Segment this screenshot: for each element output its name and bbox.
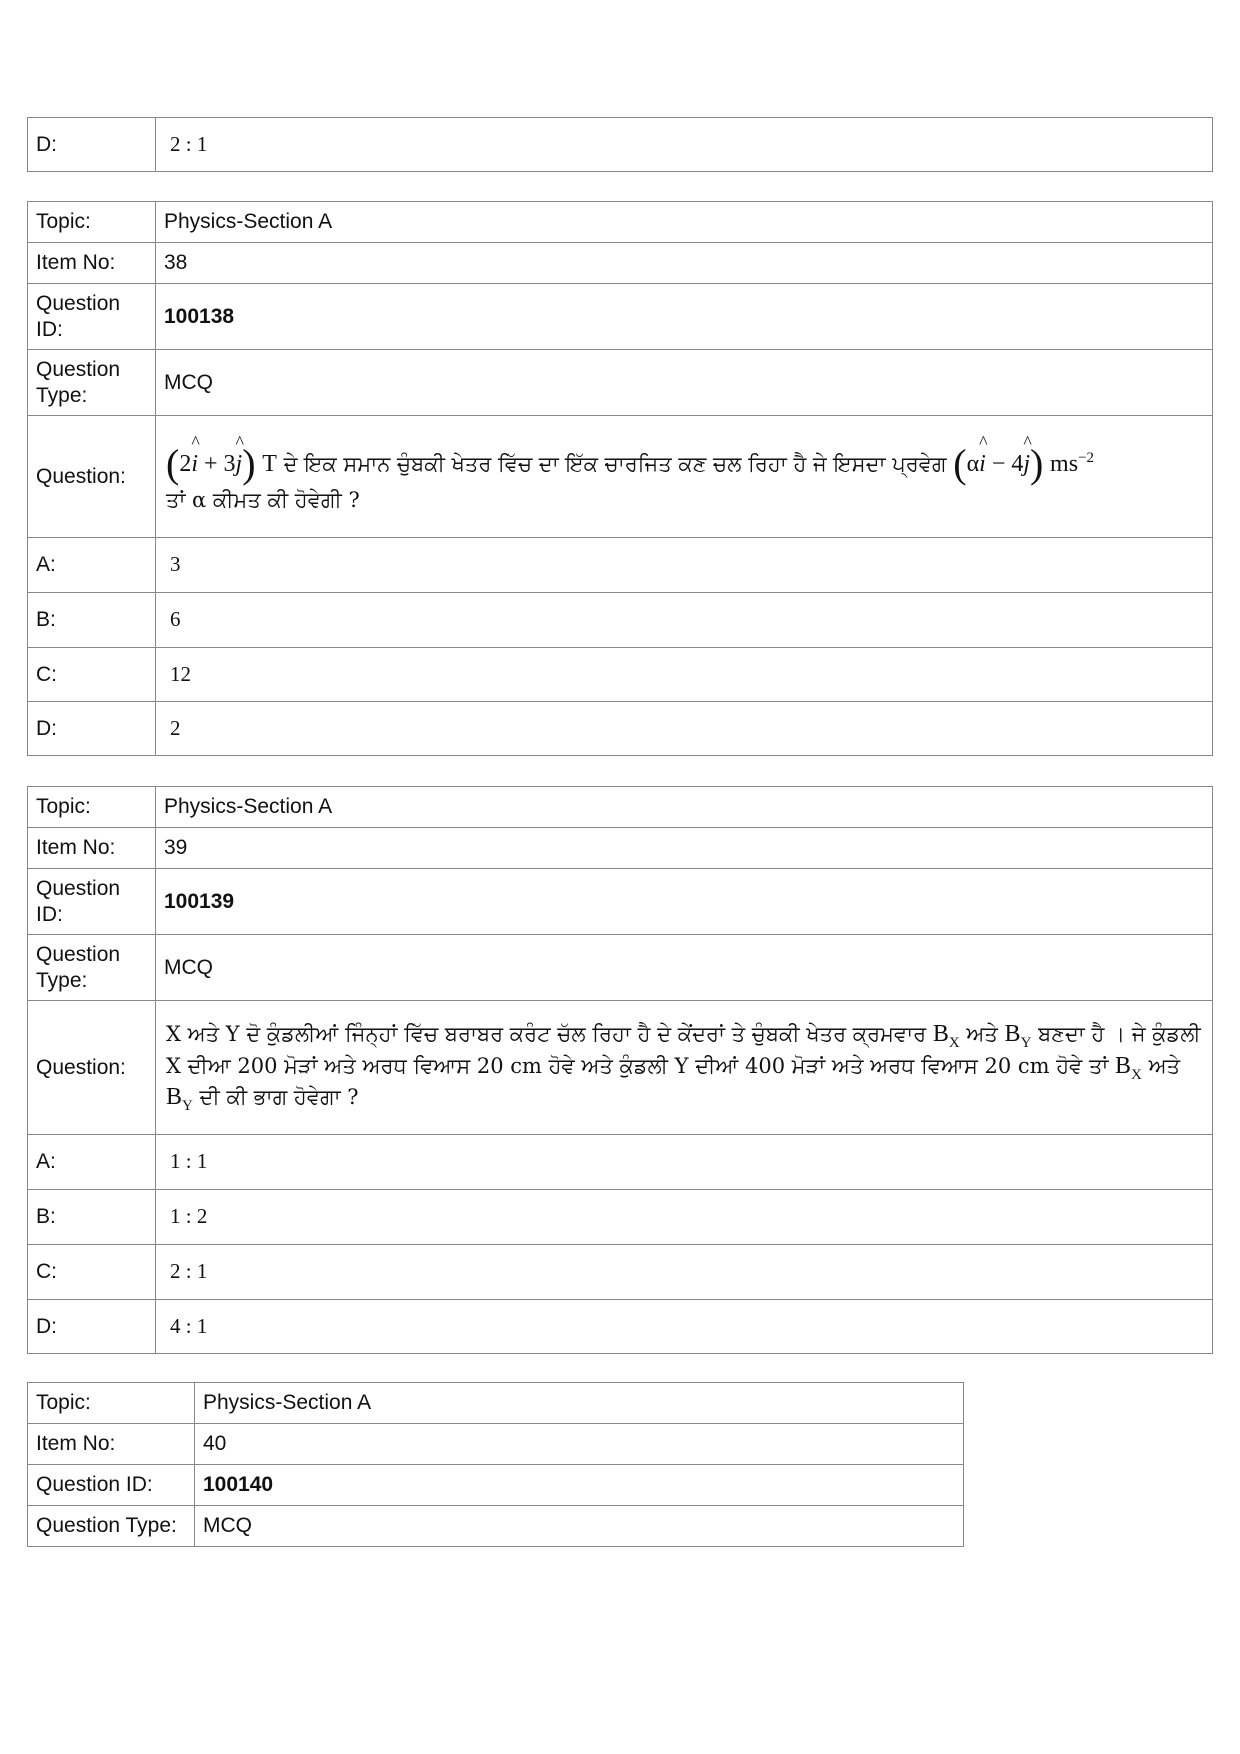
item-no-value: 39: [156, 828, 1213, 869]
bx-symbol: $B_X$: [932, 1020, 960, 1051]
option-a-label: A:: [28, 538, 156, 593]
option-c-label: C:: [28, 1245, 156, 1300]
question-text-part2: ਤਾਂ α ਕੀਮਤ ਕੀ ਹੋਵੇਗੀ ?: [166, 487, 360, 512]
question-text: X ਅਤੇ Y ਦੋ ਕੁੰਡਲੀਆਂ ਜਿੰਨ੍ਹਾਂ ਵਿੱਚ ਬਰਾਬਰ ਕਰੰਟ ਚੱਲ ਰਿਹਾ ਹੈ ਦੇ ਕੇਂਦਰਾਂ ਤੇ ਚੁੰਬਕੀ ਖੇਤਰ ਕ੍ਰਮਵਾਰ $B_X$ ਅਤੇ $B_Y$ ਬਣਦਾ ਹੈ । ਜੇ ਕੁੰਡਲੀ X ਦੀਆ 200 ਮੋੜਾਂ ਅਤੇ ਅਰਧ ਵਿਆਸ 20 cm ਹੋਵੇ ਅਤੇ ਕੁੰਡਲੀ Y ਦੀਆਂ 400 ਮੋੜਾਂ ਅਤੇ ਅਰਧ ਵਿਆਸ 20 cm ਹੋਵੇ ਤਾਂ $B_X$ ਅਤੇ $B_Y$ ਦੀ ਕੀ ਭਾਗ ਹੋਵੇਗਾ ?: [156, 1001, 1213, 1135]
question-text-part1: ਦੇ ਇਕ ਸਮਾਨ ਚੁੰਬਕੀ ਖੇਤਰ ਵਿੱਚ ਦਾ ਇੱਕ ਚਾਰਜਿਤ ਕਣ ਚਲ ਰਿਹਾ ਹੈ ਜੇ ਇਸਦਾ ਪ੍ਰਵੇਗ: [283, 451, 947, 476]
option-b-value: 1 : 2: [156, 1190, 1213, 1245]
by-symbol: $B_Y$: [166, 1084, 193, 1115]
topic-label: Topic:: [28, 202, 156, 243]
option-a-value: 1 : 1: [156, 1135, 1213, 1190]
item-no-label: Item No:: [28, 1424, 195, 1465]
velocity-vector: (2^ i + 3^ j): [166, 451, 256, 477]
question-id-label: Question ID:: [28, 1465, 195, 1506]
question-type-value: MCQ: [156, 350, 1213, 416]
item-no-label: Item No:: [28, 828, 156, 869]
question-id-label: Question ID:: [28, 869, 156, 935]
option-c-label: C:: [28, 648, 156, 702]
topic-value: Physics-Section A: [156, 787, 1213, 828]
topic-label: Topic:: [28, 1383, 195, 1424]
option-b-label: B:: [28, 593, 156, 648]
question-id-label: Question ID:: [28, 284, 156, 350]
option-c-value: 12: [156, 648, 1213, 702]
question-label: Question:: [28, 1001, 156, 1135]
option-b-label: B:: [28, 1190, 156, 1245]
question-type-label: Question Type:: [28, 935, 156, 1001]
item-no-label: Item No:: [28, 243, 156, 284]
option-c-value: 2 : 1: [156, 1245, 1213, 1300]
acceleration-vector: (α^ i − 4^ j): [953, 451, 1043, 477]
question-type-value: MCQ: [156, 935, 1213, 1001]
question-39-table: [27, 786, 1213, 1354]
option-value: 2 : 1: [156, 118, 1213, 172]
question-label: Question:: [28, 416, 156, 538]
by-symbol: $B_Y$: [1004, 1020, 1032, 1051]
item-no-value: 38: [156, 243, 1213, 284]
prev-question-table: [27, 117, 1213, 172]
topic-value: Physics-Section A: [156, 202, 1213, 243]
question-text: [156, 416, 1213, 538]
option-b-value: 6: [156, 593, 1213, 648]
question-40-table: [27, 1382, 964, 1547]
option-a-value: 3: [156, 538, 1213, 593]
option-d-value: 4 : 1: [156, 1300, 1213, 1354]
question-id-value: 100140: [195, 1465, 964, 1506]
item-no-value: 40: [195, 1424, 964, 1465]
field-unit: T: [262, 450, 277, 477]
accel-unit: $ms^{-2}$: [1050, 449, 1095, 477]
question-type-label: Question Type:: [28, 1506, 195, 1547]
option-d-label: D:: [28, 702, 156, 756]
option-d-label: D:: [28, 1300, 156, 1354]
option-a-label: A:: [28, 1135, 156, 1190]
question-id-value: 100138: [156, 284, 1213, 350]
question-id-value: 100139: [156, 869, 1213, 935]
option-label: D:: [28, 118, 156, 172]
question-type-label: Question Type:: [28, 350, 156, 416]
topic-value: Physics-Section A: [195, 1383, 964, 1424]
option-d-value: 2: [156, 702, 1213, 756]
question-38-table: [27, 201, 1213, 756]
topic-label: Topic:: [28, 787, 156, 828]
question-type-value: MCQ: [195, 1506, 964, 1547]
bx-symbol: $B_X$: [1115, 1052, 1142, 1083]
